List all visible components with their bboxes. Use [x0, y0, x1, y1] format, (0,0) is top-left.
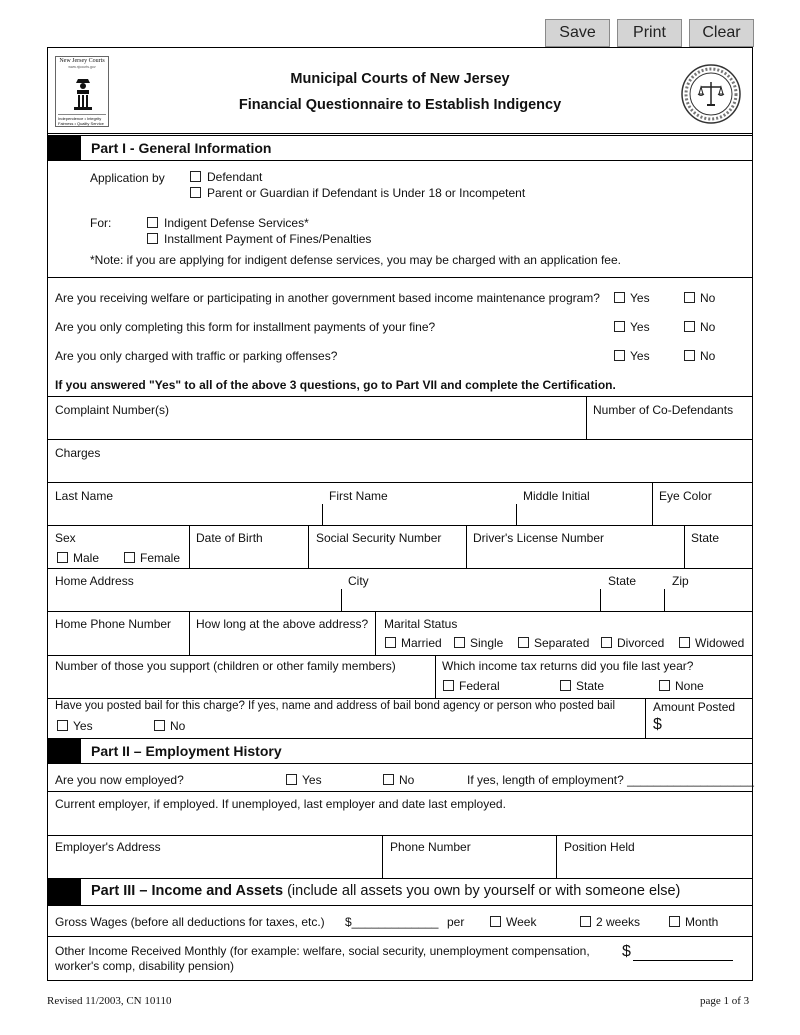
bail-yes-label: Yes [73, 719, 93, 733]
male-checkbox[interactable] [57, 552, 68, 563]
installment-payment-checkbox[interactable] [147, 233, 158, 244]
bail-yes-checkbox[interactable] [57, 720, 68, 731]
gross-wages-amount-field[interactable]: $_____________ [345, 915, 439, 929]
welfare-question: Are you receiving welfare or participating in another government based income maintenance program? [55, 291, 600, 305]
employed-yes-label: Yes [302, 773, 322, 787]
part7-instruction: If you answered "Yes" to all of the above 3 questions, go to Part VII and complete the Certification. [55, 378, 616, 392]
traffic-yes-checkbox[interactable] [614, 350, 625, 361]
application-by-label: Application by [90, 171, 165, 185]
week-checkbox[interactable] [490, 916, 501, 927]
divider [48, 482, 752, 483]
federal-checkbox[interactable] [443, 680, 454, 691]
form-title: Municipal Courts of New Jersey [290, 71, 510, 87]
divider [586, 396, 587, 439]
divider [466, 525, 467, 568]
week-label: Week [506, 915, 537, 929]
widowed-label: Widowed [695, 636, 745, 650]
single-checkbox[interactable] [454, 637, 465, 648]
separated-label: Separated [534, 636, 590, 650]
part1-header [48, 135, 752, 161]
logo-motto: Independence • Integrity Fairness • Quality Service [58, 114, 106, 126]
divider [48, 439, 752, 440]
married-label: Married [401, 636, 442, 650]
employer-phone-label: Phone Number [390, 840, 471, 854]
divider [435, 655, 436, 698]
employment-length-field[interactable]: If yes, length of employment? ___________________ [467, 773, 754, 787]
divider [382, 835, 383, 878]
divider [189, 611, 190, 655]
bail-no-checkbox[interactable] [154, 720, 165, 731]
separated-checkbox[interactable] [518, 637, 529, 648]
tax-state-checkbox[interactable] [560, 680, 571, 691]
none-checkbox[interactable] [659, 680, 670, 691]
part2-header [48, 738, 752, 764]
defendant-label: Defendant [207, 170, 263, 184]
part1-title: Part I - General Information [91, 140, 272, 156]
dob-label: Date of Birth [196, 531, 263, 545]
form-subtitle: Financial Questionnaire to Establish Indigency [238, 97, 562, 113]
part3-title [91, 883, 680, 899]
two-weeks-label: 2 weeks [596, 915, 641, 929]
traffic-yes-label: Yes [630, 349, 650, 363]
employed-no-checkbox[interactable] [383, 774, 394, 785]
male-label: Male [73, 551, 100, 565]
employed-no-label: No [399, 773, 415, 787]
divider [341, 589, 342, 611]
toolbar [545, 19, 754, 47]
position-held-label: Position Held [564, 840, 635, 854]
divider [684, 525, 685, 568]
installment-yes-checkbox[interactable] [614, 321, 625, 332]
license-state-label: State [691, 531, 720, 545]
two-weeks-checkbox[interactable] [580, 916, 591, 927]
other-income-dollar: $ [622, 943, 631, 960]
divider [48, 396, 752, 397]
welfare-no-checkbox[interactable] [684, 292, 695, 303]
questionnaire-form [47, 47, 753, 981]
divider [322, 504, 323, 525]
other-income-amount-field[interactable] [633, 960, 733, 961]
current-employer-label: Current employer, if employed. If unemployed, last employer and date last employed. [55, 797, 506, 811]
divider [600, 589, 601, 611]
female-label: Female [140, 551, 181, 565]
save-button[interactable]: Save [545, 19, 610, 47]
divorced-checkbox[interactable] [601, 637, 612, 648]
divider [308, 525, 309, 568]
per-label: per [447, 915, 465, 929]
other-income-label: Other Income Received Monthly (for example: welfare, social security, unemployment compensation, [55, 944, 590, 958]
divider [189, 525, 190, 568]
drivers-license-label: Driver's License Number [473, 531, 604, 545]
complaint-number-label: Complaint Number(s) [55, 403, 170, 417]
section-marker [48, 136, 81, 160]
installment-payment-label: Installment Payment of Fines/Penalties [164, 232, 372, 246]
part3-title-note: (include all assets you own by yourself or with someone else) [283, 883, 681, 899]
court-seal-icon [680, 63, 742, 125]
divider [645, 698, 646, 738]
nj-courts-logo [55, 56, 109, 127]
home-phone-label: Home Phone Number [55, 617, 172, 631]
logo-url-text: www.njcourts.gov [68, 65, 96, 69]
divider [48, 835, 752, 836]
zip-label: Zip [672, 574, 689, 588]
support-label: Number of those you support (children or other family members) [55, 659, 396, 673]
how-long-label: How long at the above address? [196, 617, 369, 631]
city-label: City [348, 574, 369, 588]
charges-label: Charges [55, 446, 101, 460]
welfare-yes-checkbox[interactable] [614, 292, 625, 303]
traffic-question: Are you only charged with traffic or parking offenses? [55, 349, 338, 363]
part2-title: Part II – Employment History [91, 743, 282, 759]
parent-guardian-checkbox[interactable] [190, 187, 201, 198]
for-label: For: [90, 216, 112, 230]
female-checkbox[interactable] [124, 552, 135, 563]
other-income-label-2: worker's comp, disability pension) [55, 959, 235, 973]
bail-no-label: No [170, 719, 186, 733]
divider [664, 589, 665, 611]
divider [556, 835, 557, 878]
section-marker [48, 739, 81, 763]
employed-question: Are you now employed? [55, 773, 184, 787]
first-name-label: First Name [329, 489, 388, 503]
divider [48, 936, 752, 937]
amount-posted-label: Amount Posted [653, 700, 736, 714]
indigent-defense-checkbox[interactable] [147, 217, 158, 228]
installment-no-checkbox[interactable] [684, 321, 695, 332]
part3-header [48, 878, 752, 906]
middle-initial-label: Middle Initial [523, 489, 590, 503]
welfare-no-label: No [700, 291, 716, 305]
widowed-checkbox[interactable] [679, 637, 690, 648]
month-checkbox[interactable] [669, 916, 680, 927]
welfare-yes-label: Yes [630, 291, 650, 305]
print-button[interactable]: Print [617, 19, 682, 47]
traffic-no-checkbox[interactable] [684, 350, 695, 361]
employed-yes-checkbox[interactable] [286, 774, 297, 785]
section-marker [48, 879, 81, 905]
parent-guardian-label: Parent or Guardian if Defendant is Under 18 or Incompetent [207, 186, 526, 200]
part3-title-main: Part III – Income and Assets [91, 883, 284, 899]
bail-question: Have you posted bail for this charge? If yes, name and address of bail bond agency or person who posted bail [55, 700, 616, 712]
sex-label: Sex [55, 531, 76, 545]
home-address-label: Home Address [55, 574, 134, 588]
divider [516, 504, 517, 525]
divider [48, 277, 752, 278]
eye-color-label: Eye Color [659, 489, 712, 503]
tax-returns-label: Which income tax returns did you file last year? [442, 659, 694, 673]
address-state-label: State [608, 574, 637, 588]
ssn-label: Social Security Number [316, 531, 442, 545]
divorced-label: Divorced [617, 636, 665, 650]
divider [652, 482, 653, 525]
revision-info: Revised 11/2003, CN 10110 [47, 995, 172, 1007]
federal-label: Federal [459, 679, 500, 693]
installment-no-label: No [700, 320, 716, 334]
employer-address-label: Employer's Address [55, 840, 161, 854]
amount-posted-dollar: $ [653, 716, 662, 733]
traffic-no-label: No [700, 349, 716, 363]
installment-yes-label: Yes [630, 320, 650, 334]
application-fee-note: *Note: if you are applying for indigent defense services, you may be charged with an application fee. [90, 253, 621, 267]
installment-only-question: Are you only completing this form for installment payments of your fine? [55, 320, 436, 334]
clear-button[interactable]: Clear [689, 19, 754, 47]
married-checkbox[interactable] [385, 637, 396, 648]
tax-state-label: State [576, 679, 605, 693]
none-label: None [675, 679, 704, 693]
gross-wages-label: Gross Wages (before all deductions for taxes, etc.) [55, 915, 325, 929]
divider [48, 525, 752, 526]
month-label: Month [685, 915, 719, 929]
divider [375, 611, 376, 655]
logo-top-text: New Jersey Courts [59, 58, 105, 64]
divider [48, 655, 752, 656]
divider [48, 568, 752, 569]
codefendants-label: Number of Co-Defendants [593, 403, 734, 417]
indigent-defense-label: Indigent Defense Services* [164, 216, 309, 230]
last-name-label: Last Name [55, 489, 114, 503]
form-header [48, 48, 752, 134]
divider [48, 791, 752, 792]
page-number: page 1 of 3 [700, 995, 750, 1007]
defendant-checkbox[interactable] [190, 171, 201, 182]
divider [48, 698, 752, 699]
marital-status-label: Marital Status [384, 617, 458, 631]
single-label: Single [470, 636, 504, 650]
divider [48, 611, 752, 612]
